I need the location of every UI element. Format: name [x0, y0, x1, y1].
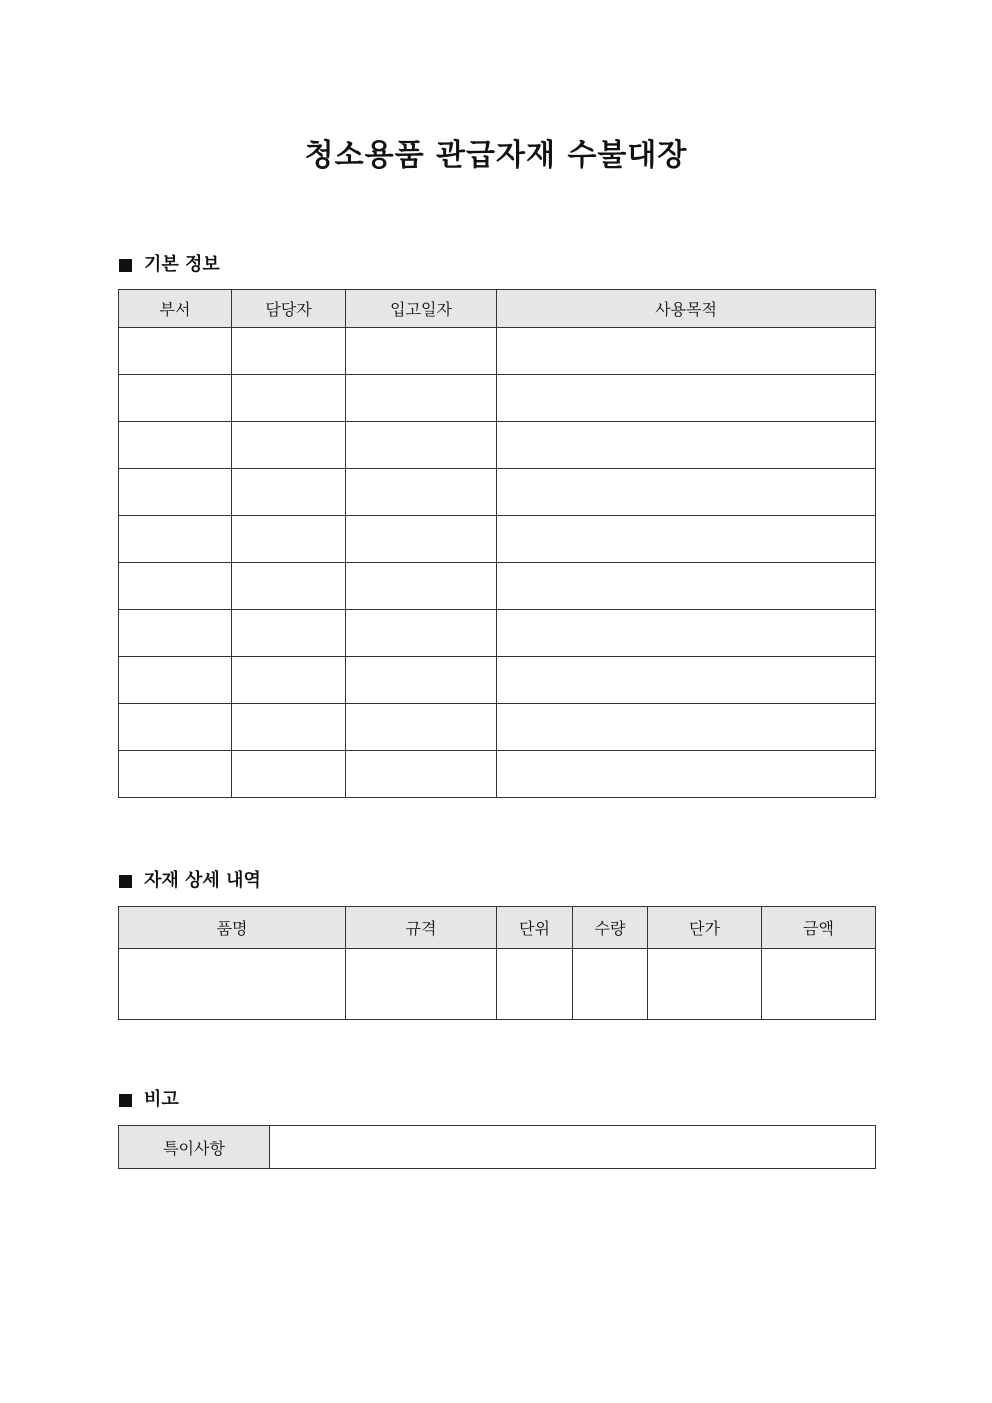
- table-cell[interactable]: [346, 751, 497, 798]
- remarks-label: 특이사항: [119, 1126, 270, 1169]
- table-cell[interactable]: [119, 469, 232, 516]
- table-cell[interactable]: [346, 422, 497, 469]
- remarks-table: [118, 1125, 876, 1169]
- table-cell[interactable]: [119, 422, 232, 469]
- section-heading-label: 비고: [144, 1089, 179, 1110]
- square-bullet-icon: [119, 1094, 132, 1107]
- table-row: [119, 1126, 876, 1169]
- square-bullet-icon: [119, 259, 132, 272]
- page-title: 청소용품 관급자재 수불대장: [304, 138, 688, 173]
- table-cell[interactable]: [497, 469, 876, 516]
- table-row: [119, 610, 876, 657]
- column-header-item-name: 품명: [119, 907, 346, 949]
- column-header-receipt-date: 입고일자: [346, 290, 497, 328]
- table-cell[interactable]: [119, 657, 232, 704]
- section-heading-label: 기본 정보: [144, 254, 220, 275]
- table-cell[interactable]: [232, 657, 346, 704]
- section-heading-remarks: [119, 1088, 179, 1112]
- column-header-department: 부서: [119, 290, 232, 328]
- table-cell[interactable]: [119, 949, 346, 1020]
- table-cell[interactable]: [346, 704, 497, 751]
- table-cell[interactable]: [346, 469, 497, 516]
- table-cell[interactable]: [497, 375, 876, 422]
- table-row: [119, 516, 876, 563]
- table-cell[interactable]: [232, 563, 346, 610]
- table-row: [119, 563, 876, 610]
- table-cell[interactable]: [119, 328, 232, 375]
- table-cell[interactable]: [497, 949, 573, 1020]
- column-header-purpose: 사용목적: [497, 290, 876, 328]
- table-cell[interactable]: [497, 328, 876, 375]
- table-row: [119, 657, 876, 704]
- table-cell[interactable]: [346, 657, 497, 704]
- table-row: [119, 704, 876, 751]
- table-cell[interactable]: [232, 610, 346, 657]
- table-cell[interactable]: [232, 375, 346, 422]
- table-cell[interactable]: [119, 610, 232, 657]
- material-detail-table: [118, 906, 876, 1020]
- table-row: [119, 375, 876, 422]
- column-header-specification: 규격: [346, 907, 497, 949]
- table-cell[interactable]: [346, 563, 497, 610]
- table-cell[interactable]: [497, 516, 876, 563]
- table-cell[interactable]: [346, 328, 497, 375]
- square-bullet-icon: [119, 875, 132, 888]
- table-cell[interactable]: [232, 751, 346, 798]
- column-header-manager: 담당자: [232, 290, 346, 328]
- column-header-unit: 단위: [497, 907, 573, 949]
- basic-info-table: [118, 289, 876, 798]
- table-cell[interactable]: [497, 610, 876, 657]
- table-header-row: [119, 907, 876, 949]
- column-header-unit-price: 단가: [648, 907, 762, 949]
- table-header-row: [119, 290, 876, 328]
- table-cell[interactable]: [119, 704, 232, 751]
- table-cell[interactable]: [346, 375, 497, 422]
- table-cell[interactable]: [232, 422, 346, 469]
- table-cell[interactable]: [497, 563, 876, 610]
- section-heading-label: 자재 상세 내역: [144, 870, 261, 891]
- table-cell[interactable]: [119, 516, 232, 563]
- table-cell[interactable]: [648, 949, 762, 1020]
- table-cell[interactable]: [762, 949, 876, 1020]
- column-header-quantity: 수량: [573, 907, 648, 949]
- column-header-amount: 금액: [762, 907, 876, 949]
- table-cell[interactable]: [497, 422, 876, 469]
- table-cell[interactable]: [497, 704, 876, 751]
- section-heading-detail: [119, 869, 261, 893]
- remarks-value-cell[interactable]: [270, 1126, 876, 1169]
- table-row: [119, 469, 876, 516]
- table-cell[interactable]: [573, 949, 648, 1020]
- table-cell[interactable]: [346, 610, 497, 657]
- table-cell[interactable]: [497, 657, 876, 704]
- table-row: [119, 751, 876, 798]
- table-row: [119, 328, 876, 375]
- table-row: [119, 422, 876, 469]
- table-cell[interactable]: [497, 751, 876, 798]
- section-heading-basic: [119, 253, 220, 277]
- table-cell[interactable]: [119, 375, 232, 422]
- table-cell[interactable]: [232, 328, 346, 375]
- table-cell[interactable]: [232, 516, 346, 563]
- table-cell[interactable]: [119, 563, 232, 610]
- table-cell[interactable]: [119, 751, 232, 798]
- table-cell[interactable]: [346, 949, 497, 1020]
- table-cell[interactable]: [346, 516, 497, 563]
- table-row: [119, 949, 876, 1020]
- table-cell[interactable]: [232, 469, 346, 516]
- table-cell[interactable]: [232, 704, 346, 751]
